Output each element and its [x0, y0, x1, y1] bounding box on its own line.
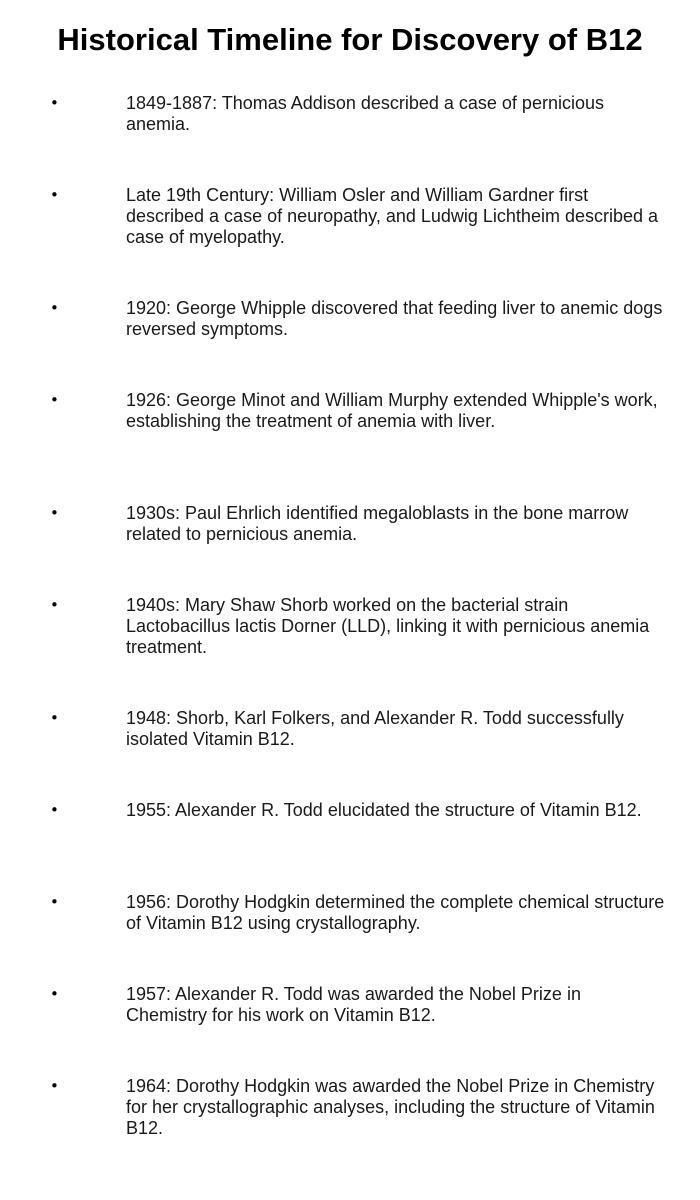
timeline-item-text: 1964: Dorothy Hodgkin was awarded the Nobel Prize in Chemistry for her crystallographic analyses, including the structure of Vitamin B12.: [126, 1076, 655, 1138]
timeline-item: [0, 984, 700, 1076]
timeline-item-text: 1956: Dorothy Hodgkin determined the complete chemical structure of Vitamin B12 using crystallography.: [126, 892, 665, 933]
timeline-item-text: 1948: Shorb, Karl Folkers, and Alexander R. Todd successfully isolated Vitamin B12.: [126, 708, 624, 749]
timeline-item: [0, 185, 700, 298]
bullet-icon: •: [50, 1077, 59, 1095]
timeline-item: [0, 708, 700, 800]
timeline-item-text: 1957: Alexander R. Todd was awarded the Nobel Prize in Chemistry for his work on Vitamin B12.: [126, 984, 581, 1025]
timeline-item: [0, 1076, 700, 1168]
bullet-icon: •: [50, 299, 59, 317]
timeline-item-text: 1849-1887: Thomas Addison described a case of pernicious anemia.: [126, 93, 604, 134]
timeline-item-text: 1926: George Minot and William Murphy extended Whipple's work, establishing the treatment of anemia with liver.: [126, 390, 658, 431]
page-title: Historical Timeline for Discovery of B12: [57, 22, 643, 57]
timeline-item-text: 1930s: Paul Ehrlich identified megaloblasts in the bone marrow related to pernicious anemia.: [126, 503, 629, 544]
timeline-item: [0, 298, 700, 390]
timeline-item: [0, 390, 700, 503]
bullet-icon: •: [50, 709, 59, 727]
timeline-item: [0, 892, 700, 984]
bullet-icon: •: [50, 391, 59, 409]
timeline-item-text: 1920: George Whipple discovered that feeding liver to anemic dogs reversed symptoms.: [126, 298, 663, 339]
timeline-item: [0, 800, 700, 892]
timeline-item-text: 1940s: Mary Shaw Shorb worked on the bacterial strain Lactobacillus lactis Dorner (LLD), linking it with pernicious anemia treatment.: [126, 595, 650, 657]
timeline-item-text: Late 19th Century: William Osler and William Gardner first described a case of neuropathy, and Ludwig Lichtheim described a case of myelopathy.: [126, 185, 659, 247]
bullet-icon: •: [50, 596, 59, 614]
timeline-item: [0, 595, 700, 708]
bullet-icon: •: [50, 94, 59, 112]
bullet-icon: •: [50, 893, 59, 911]
bullet-icon: •: [50, 186, 59, 204]
bullet-icon: •: [50, 985, 59, 1003]
timeline-item-text: 1955: Alexander R. Todd elucidated the structure of Vitamin B12.: [126, 800, 642, 820]
timeline-item: [0, 93, 700, 185]
timeline-item: [0, 503, 700, 595]
timeline-list: [0, 93, 700, 1168]
bullet-icon: •: [50, 801, 59, 819]
bullet-icon: •: [50, 504, 59, 522]
